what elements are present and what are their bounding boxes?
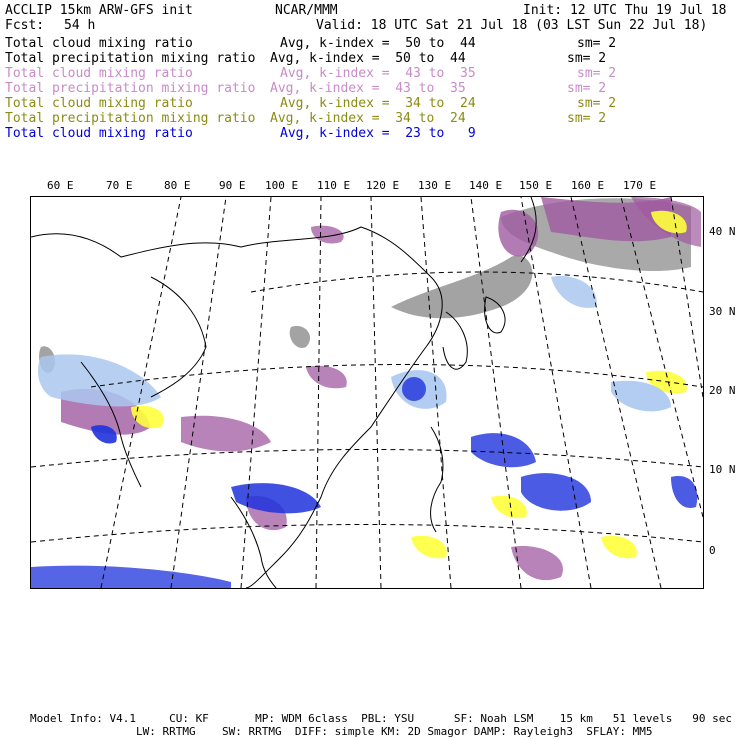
field-name: Total precipitation mixing ratio: [5, 81, 256, 96]
field-sm: sm= 2: [577, 66, 617, 81]
field-row: [0, 66, 740, 81]
field-name: Total cloud mixing ratio: [5, 126, 193, 141]
lon-tick-label: 150 E: [519, 179, 553, 192]
center-label: NCAR/MMM: [275, 3, 338, 18]
lon-tick-label: 100 E: [265, 179, 299, 192]
lon-tick-label: 120 E: [366, 179, 400, 192]
field-row: [0, 111, 740, 126]
model-info-line2: LW: RRTMG SW: RRTMG DIFF: simple KM: 2D Smagor DAMP: Rayleigh3 SFLAY: MM5: [30, 725, 653, 738]
model-info-line1: Model Info: V4.1 CU: KF MP: WDM 6class PBL: YSU SF: Noah LSM 15 km 51 levels 90 sec: [30, 712, 732, 725]
lat-tick-label: 30 N: [709, 305, 736, 318]
forecast-label: Fcst:: [5, 18, 45, 33]
field-avg: Avg, k-index = 23 to 9: [280, 126, 476, 141]
field-row: [0, 126, 740, 141]
lat-tick-label: 0: [709, 544, 716, 557]
valid-time: Valid: 18 UTC Sat 21 Jul 18 (03 LST Sun 22 Jul 18): [316, 18, 708, 33]
field-sm: sm= 2: [567, 51, 607, 66]
lon-tick-label: 130 E: [418, 179, 452, 192]
field-sm: sm= 2: [567, 81, 607, 96]
field-row: [0, 81, 740, 96]
typhoon-vortex: [402, 377, 426, 401]
lon-tick-label: 80 E: [164, 179, 191, 192]
field-avg: Avg, k-index = 50 to 44: [270, 51, 466, 66]
lon-tick-label: 60 E: [47, 179, 74, 192]
map-svg: [31, 197, 703, 588]
plot-title: ACCLIP 15km ARW-GFS init: [5, 3, 193, 18]
field-avg: Avg, k-index = 50 to 44: [280, 36, 476, 51]
field-name: Total cloud mixing ratio: [5, 66, 193, 81]
field-name: Total cloud mixing ratio: [5, 36, 193, 51]
lon-tick-label: 110 E: [317, 179, 351, 192]
field-name: Total precipitation mixing ratio: [5, 51, 256, 66]
field-avg: Avg, k-index = 34 to 24: [270, 111, 466, 126]
field-avg: Avg, k-index = 43 to 35: [280, 66, 476, 81]
field-row: [0, 96, 740, 111]
field-sm: sm= 2: [567, 111, 607, 126]
field-sm: sm= 2: [577, 36, 617, 51]
init-time: Init: 12 UTC Thu 19 Jul 18: [523, 3, 727, 18]
lat-tick-label: 20 N: [709, 384, 736, 397]
field-avg: Avg, k-index = 43 to 35: [270, 81, 466, 96]
lat-tick-label: 40 N: [709, 225, 736, 238]
forecast-hour: 54 h: [64, 18, 96, 33]
map-panel: [30, 196, 704, 589]
field-row: [0, 36, 740, 51]
field-avg: Avg, k-index = 34 to 24: [280, 96, 476, 111]
lon-tick-label: 170 E: [623, 179, 657, 192]
field-sm: sm= 2: [577, 96, 617, 111]
lon-tick-label: 140 E: [469, 179, 503, 192]
field-name: Total precipitation mixing ratio: [5, 111, 256, 126]
lat-tick-label: 10 N: [709, 463, 736, 476]
field-name: Total cloud mixing ratio: [5, 96, 193, 111]
lon-tick-label: 160 E: [571, 179, 605, 192]
lon-tick-label: 90 E: [219, 179, 246, 192]
lon-tick-label: 70 E: [106, 179, 133, 192]
field-row: [0, 51, 740, 66]
